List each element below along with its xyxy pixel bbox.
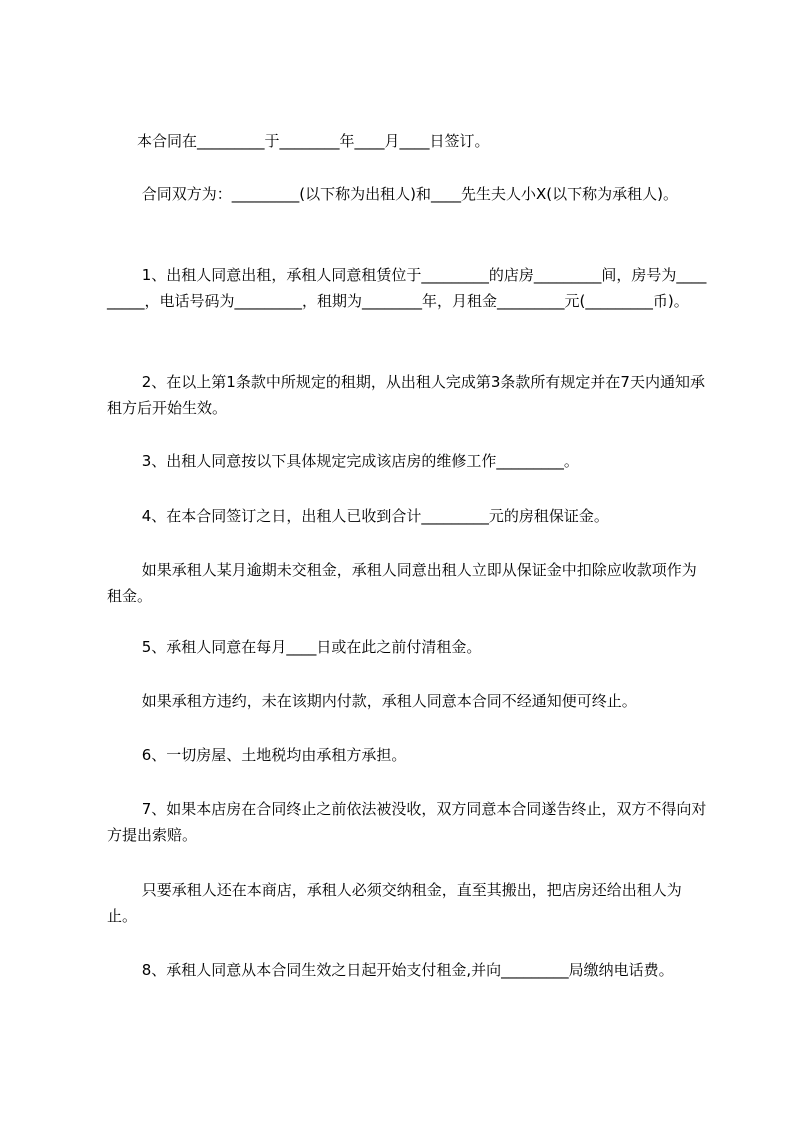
clause-8: 8、承租人同意从本合同生效之日起开始支付租金,并向_________局缴纳电话费。 [107, 961, 674, 979]
clause-4-note: 如果承租人某月逾期未交租金，承租人同意出租人立即从保证金中扣除应收款项作为租金。 [107, 561, 697, 605]
clause-5-note: 如果承租方违约，未在该期内付款，承租人同意本合同不经通知便可终止。 [107, 692, 637, 710]
clause-4: 4、在本合同签订之日，出租人已收到合计_________元的房租保证金。 [107, 507, 609, 525]
clause-6: 6、一切房屋、土地税均由承租方承担。 [107, 746, 407, 764]
clause-5: 5、承租人同意在每月____日或在此之前付清租金。 [107, 638, 482, 656]
clause-2: 2、在以上第1条款中所规定的租期，从出租人完成第3条款所有规定并在7天内通知承租方后开始生效。 [107, 373, 705, 417]
clause-3: 3、出租人同意按以下具体规定完成该店房的维修工作_________。 [107, 452, 579, 470]
clause-7-note: 只要承租人还在本商店，承租人必须交纳租金，直至其搬出，把店房还给出租人为止。 [107, 881, 682, 925]
parties-paragraph: 合同双方为：_________(以下称为出租人)和____先生夫人小X(以下称为承租人)。 [107, 185, 678, 203]
clause-1: 1、出租人同意出租，承租人同意租赁位于_________的店房_________间，房号为_________，电话号码为_________，租期为________年，月租金_________元(_________币)。 [107, 266, 707, 310]
contract-signing-line: 本合同在_________于________年____月____日签订。 [107, 132, 490, 150]
clause-7: 7、如果本店房在合同终止之前依法被没收，双方同意本合同遂告终止，双方不得向对方提出索赔。 [107, 800, 707, 844]
